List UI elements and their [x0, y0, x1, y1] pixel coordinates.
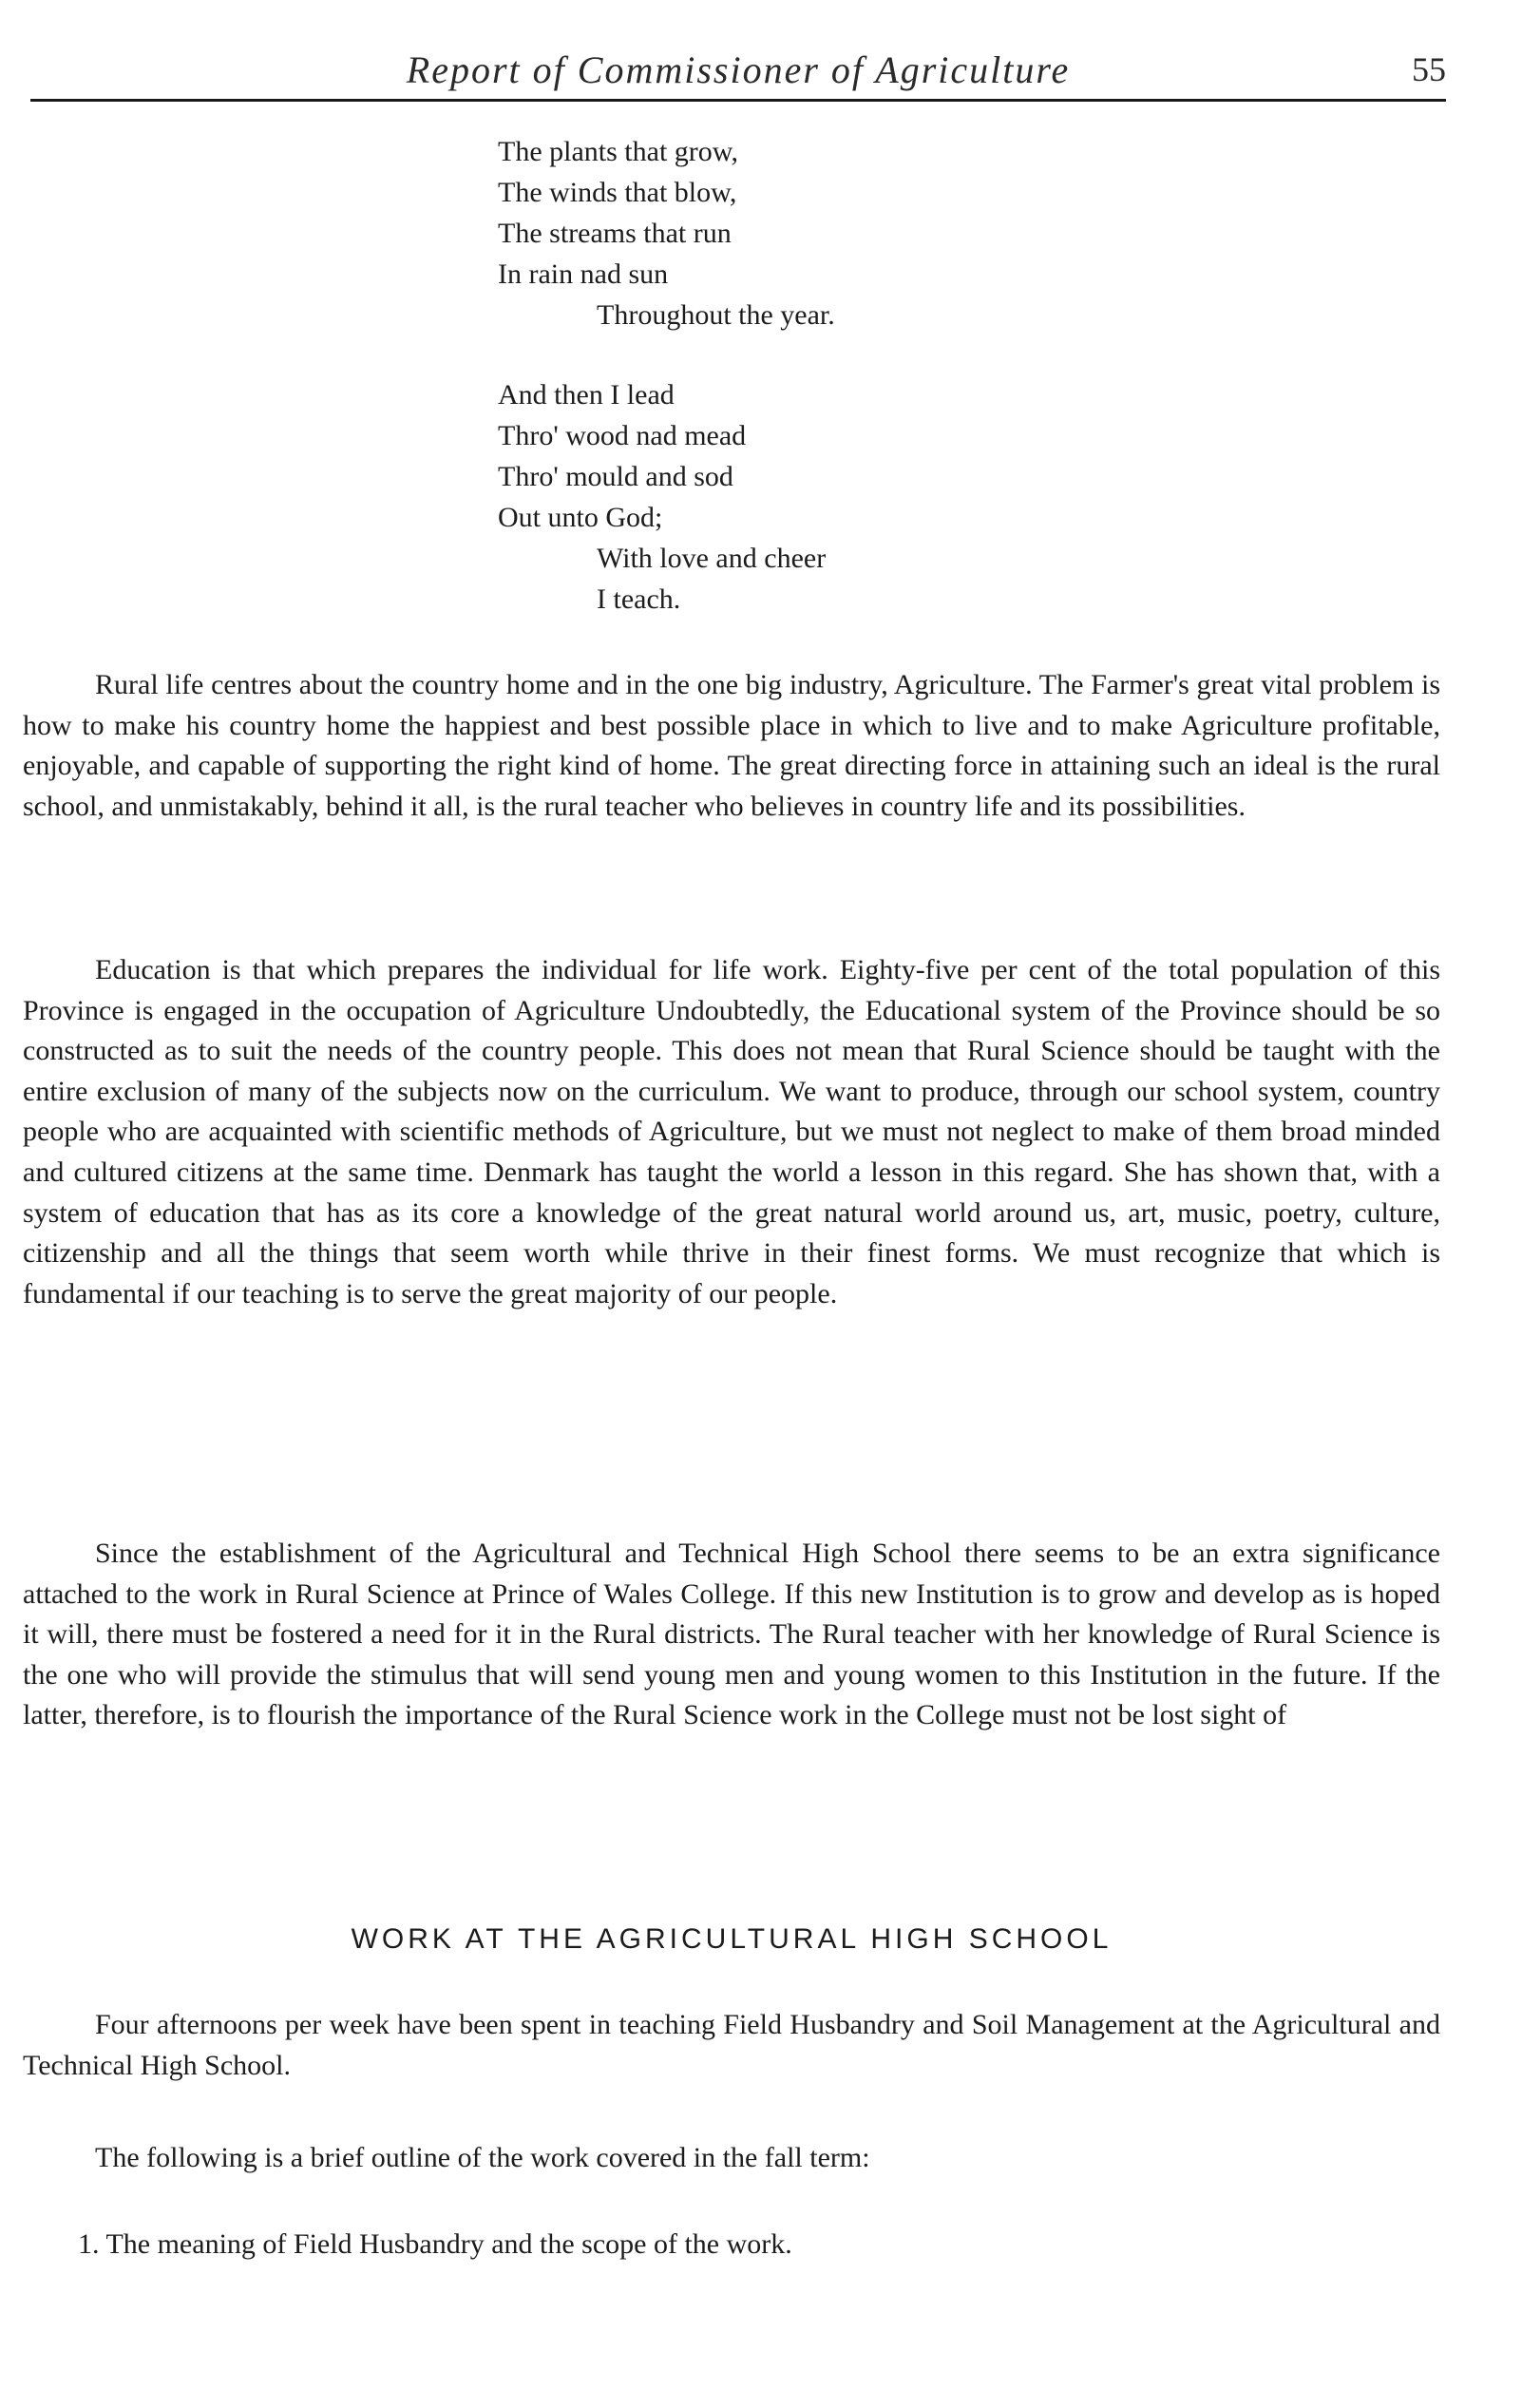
poem-line: The winds that blow,	[498, 177, 737, 208]
list-item: 1. The meaning of Field Husbandry and the scope of the work.	[78, 2228, 792, 2260]
poem-line: Throughout the year.	[597, 299, 835, 331]
running-header	[30, 46, 1446, 103]
poem-stanza	[498, 374, 835, 620]
body-paragraph: Since the establishment of the Agricultural and Technical High School there seems to be an extra significance attached to the work in Rural Science at Prince of Wales College. If this new Institution is to grow and develop as is hoped it will, there must be fostered a need for it in the Rural districts. The Rural teacher with her knowledge of Rural Science is the one who will provide the stimulus that will send young men and young women to this Institution in the future. If the latter, therefore, is to flourish the importance of the Rural Science work in the College must not be lost sight of	[23, 1538, 1440, 1731]
poem-stanza	[498, 131, 835, 335]
poem-line: The streams that run	[498, 218, 732, 249]
section-heading: WORK AT THE AGRICULTURAL HIGH SCHOOL	[351, 1923, 1113, 1955]
body-paragraph: Education is that which prepares the individual for life work. Eighty-five per cent of the total population of this Province is engaged in the occupation of Agriculture Undoubtedly, the Educational system of the Province should be so constructed as to suit the needs of the country people. This does not mean that Rural Science should be taught with the entire exclusion of many of the subjects now on the curriculum. We want to produce, through our school system, country people who are acquainted with scientific methods of Agriculture, but we must not neglect to make of them broad minded and cultured citizens at the same time. Denmark has taught the world a lesson in this regard. She has shown that, with a system of education that has as its core a knowledge of the great natural world around us, art, music, poetry, culture, citizenship and all the things that seem worth while thrive in their finest forms. We must recognize that which is fundamental if our teaching is to serve the great majority of our people.	[23, 954, 1440, 1309]
body-paragraph: Rural life centres about the country home and in the one big industry, Agriculture. The Farmer's great vital problem is how to make his country home the happiest and best possible place in which to live and to make Agriculture profitable, enjoyable, and capable of supporting the right kind of home. The great directing force in attaining such an ideal is the rural school, and unmistakably, behind it all, is the rural teacher who believes in country life and its possibilities.	[23, 669, 1440, 822]
poem-line: I teach.	[597, 583, 681, 615]
page-number: 55	[1412, 50, 1446, 88]
poem	[498, 131, 835, 620]
poem-line: The plants that grow,	[498, 136, 738, 167]
poem-line: In rain nad sun	[498, 258, 669, 290]
header-rule	[30, 99, 1446, 102]
poem-line: Thro' mould and sod	[498, 461, 733, 492]
running-title: Report of Commissioner of Agriculture	[406, 48, 1071, 91]
poem-line: Out unto God;	[498, 502, 663, 533]
poem-line: With love and cheer	[597, 543, 827, 574]
body-paragraph: Four afternoons per week have been spent in teaching Field Husbandry and Soil Management at the Agricultural and Technical High School.	[23, 2009, 1440, 2081]
body-paragraph: The following is a brief outline of the work covered in the fall term:	[95, 2142, 870, 2173]
poem-line: Thro' wood nad mead	[498, 420, 747, 451]
poem-line: And then I lead	[498, 379, 675, 411]
